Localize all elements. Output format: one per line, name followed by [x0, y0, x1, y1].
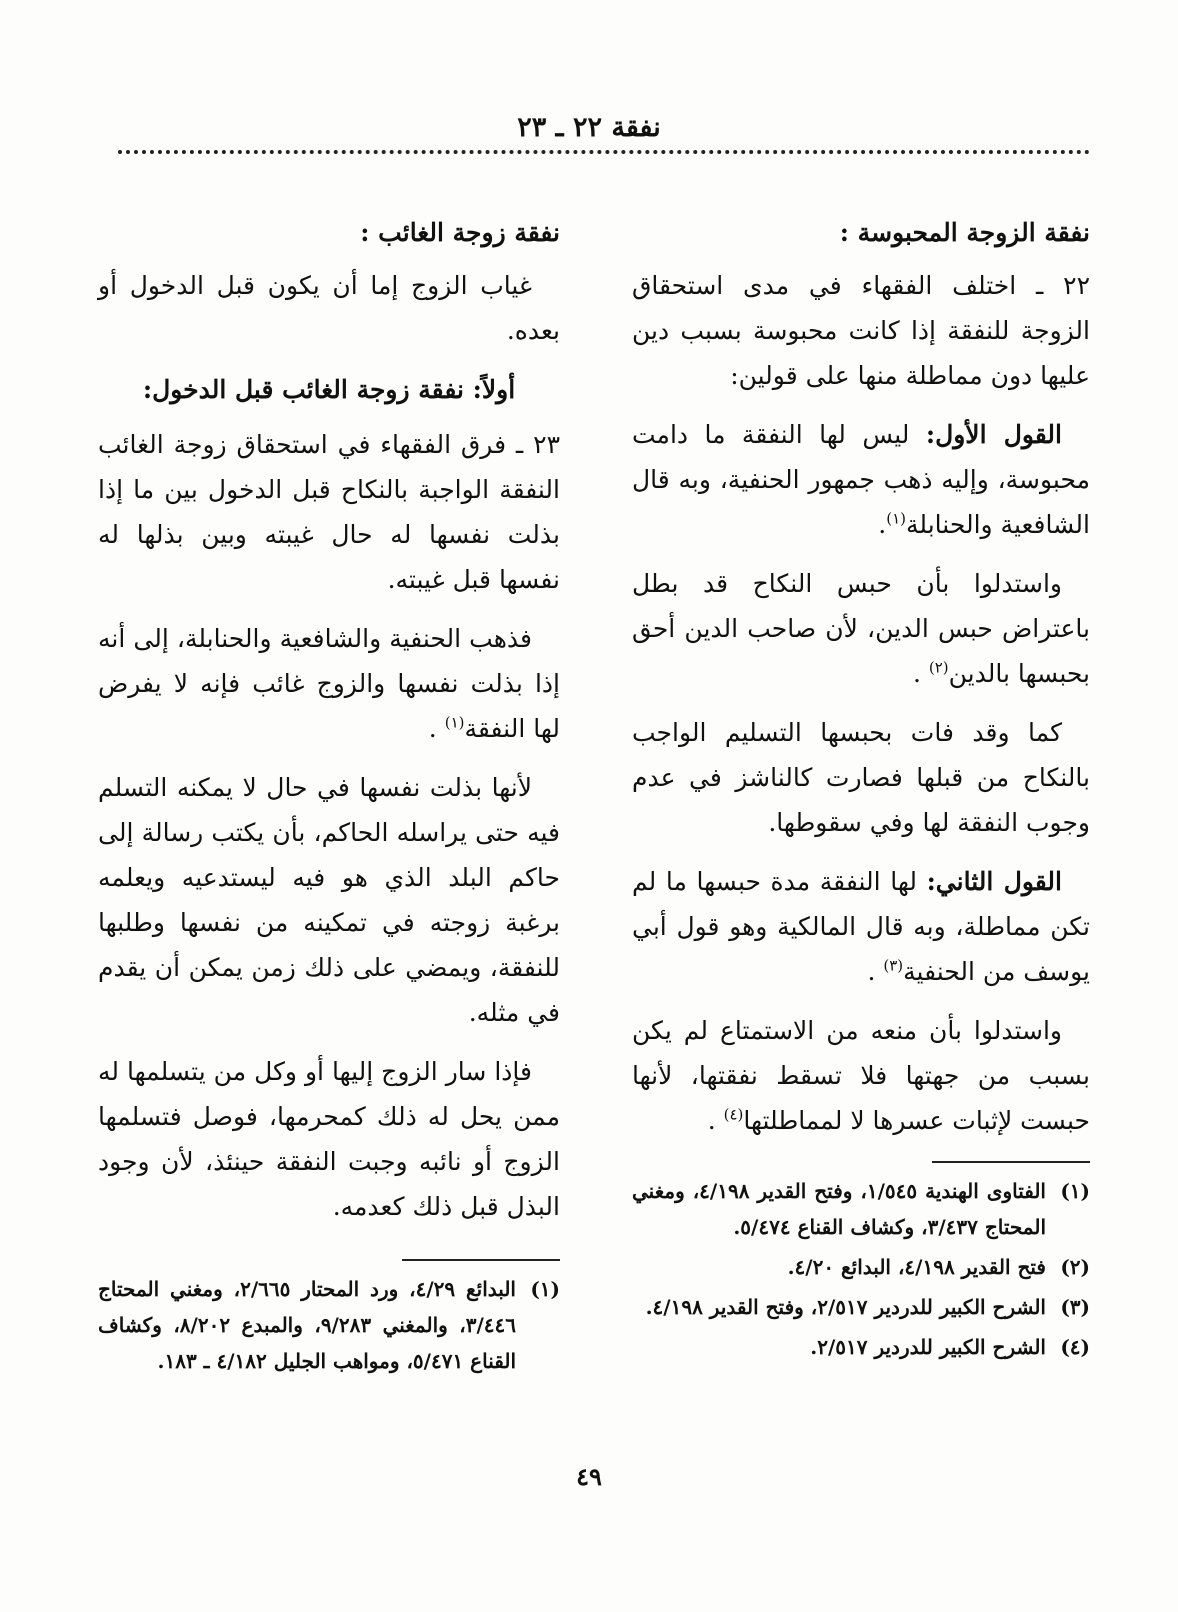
- footnote: [632, 1173, 1090, 1245]
- footnote-ref: (٢): [928, 658, 949, 677]
- paragraph-tail: .: [867, 957, 884, 986]
- footnote-ref: (١): [444, 713, 465, 732]
- paragraph-text: لها النفقة مدة حبسها ما لم تكن مماطلة، وبه قال المالكية وهو قول أبي يوسف من الحنفية: [632, 867, 1090, 986]
- paragraph-text: فإذا سار الزوج إليها أو وكل من يتسلمها له ممن يحل له ذلك كمحرمها، فوصل فتسلمها الزوج أو نائبه وجبت النفقة حينئذ، لأن وجود البذل قبل ذلك كعدمه.: [98, 1057, 560, 1221]
- footnote-number: (٤): [1060, 1335, 1090, 1359]
- paragraph-tail: .: [707, 1106, 724, 1135]
- opinion-label: القول الأول:: [925, 420, 1062, 449]
- dotted-separator: [118, 150, 1090, 154]
- paragraph-text: غياب الزوج إما أن يكون قبل الدخول أو بعده.: [98, 271, 560, 345]
- paragraph-reasoning: [98, 765, 560, 1035]
- footnote-number: (١): [530, 1277, 560, 1301]
- paragraph-text: ٢٣ ـ فرق الفقهاء في استحقاق زوجة الغائب النفقة الواجبة بالنكاح قبل الدخول بين ما إذا بذلت نفسها له حال غيبته وبين بذلها له نفسها قبل غيبته.: [98, 430, 560, 594]
- paragraph-text: ٢٢ ـ اختلف الفقهاء في مدى استحقاق الزوجة للنفقة إذا كانت محبوسة بسبب دين عليها دون مماطلة منها على قولين:: [632, 271, 1090, 390]
- paragraph-intro: [98, 263, 560, 353]
- footnote: [632, 1289, 1090, 1325]
- footnote: [632, 1249, 1090, 1285]
- left-column: [98, 210, 560, 1383]
- footnotes-left: [98, 1271, 560, 1379]
- opinion-label: القول الثاني:: [926, 867, 1062, 896]
- paragraph-conclusion: [98, 1049, 560, 1229]
- paragraph-22: [632, 263, 1090, 398]
- footnote-ref: (٤): [723, 1105, 744, 1124]
- footnote-number: (٣): [1060, 1295, 1090, 1319]
- footnote-text: الشرح الكبير للدردير ٢/٥١٧.: [810, 1335, 1046, 1359]
- paragraph-evidence-2: [632, 710, 1090, 845]
- page-number: ٤٩: [576, 1462, 602, 1491]
- footnote-text: البدائع ٤/٢٩، ورد المحتار ٢/٦٦٥، ومغني المحتاج ٣/٤٤٦، والمغني ٩/٢٨٣، والمبدع ٨/٢٠٢، وكشاف القناع ٥/٤٧١، ومواهب الجليل ٤/١٨٢ ـ ١٨٣.: [98, 1277, 517, 1373]
- paragraph-text: واستدلوا بأن حبس النكاح قد بطل باعتراض حبس الدين، لأن صاحب الدين أحق بحبسها بالدين: [632, 569, 1090, 688]
- running-header: نفقة ٢٢ ـ ٢٣: [517, 112, 661, 143]
- paragraph-evidence-1: [632, 561, 1090, 696]
- paragraph-tail: .: [428, 714, 445, 743]
- subsection-heading: أولاً: نفقة زوجة الغائب قبل الدخول:: [142, 375, 516, 404]
- paragraph-second-opinion: [632, 859, 1090, 994]
- paragraph-first-opinion: [632, 412, 1090, 547]
- paragraph-text: ليس لها النفقة ما دامت محبوسة، وإليه ذهب جمهور الحنفية، وبه قال الشافعية والحنابلة: [632, 420, 1090, 539]
- footnote-ref: (١): [886, 509, 907, 528]
- footnotes-right: [632, 1173, 1090, 1365]
- footnote-text: فتح القدير ٤/١٩٨، البدائع ٤/٢٠.: [787, 1255, 1046, 1279]
- footnote-separator: [402, 1259, 560, 1261]
- paragraph-majority-view: [98, 616, 560, 751]
- paragraph-23: [98, 422, 560, 602]
- footnote: [632, 1329, 1090, 1365]
- footnote-text: الشرح الكبير للدردير ٢/٥١٧، وفتح القدير ٤/١٩٨.: [645, 1295, 1046, 1319]
- footnote-text: الفتاوى الهندية ١/٥٤٥، وفتح القدير ٤/١٩٨، ومغني المحتاج ٣/٤٣٧، وكشاف القناع ٥/٤٧٤.: [632, 1179, 1046, 1239]
- footnote-number: (١): [1060, 1179, 1090, 1203]
- paragraph-text: واستدلوا بأن منعه من الاستمتاع لم يكن بسبب من جهتها فلا تسقط نفقتها، لأنها حبست لإثبات عسرها لا لمماطلتها: [632, 1016, 1090, 1135]
- footnote-separator: [932, 1161, 1090, 1163]
- footnote-ref: (٣): [883, 956, 904, 975]
- paragraph-text: لأنها بذلت نفسها في حال لا يمكنه التسلم فيه حتى يراسله الحاكم، بأن يكتب رسالة إلى حاكم البلد الذي هو فيه ليستدعيه ويعلمه برغبة زوجته في تمكينه من نفسها وطلبها للنفقة، ويمضي على ذلك زمن يمكن أن يقدم في مثله.: [98, 773, 560, 1027]
- section-heading-imprisoned-wife: نفقة الزوجة المحبوسة :: [839, 218, 1090, 247]
- paragraph-text: فذهب الحنفية والشافعية والحنابلة، إلى أنه إذا بذلت نفسها والزوج غائب فإنه لا يفرض لها النفقة: [98, 624, 560, 743]
- paragraph-tail: .: [912, 659, 929, 688]
- paragraph-tail: .: [878, 510, 887, 539]
- paragraph-evidence-3: [632, 1008, 1090, 1143]
- footnote: [98, 1271, 560, 1379]
- footnote-number: (٢): [1060, 1255, 1090, 1279]
- section-heading-absent-husband-wife: نفقة زوجة الغائب :: [360, 218, 560, 247]
- right-column: [632, 210, 1090, 1369]
- paragraph-text: كما وقد فات بحبسها التسليم الواجب بالنكاح من قبلها فصارت كالناشز في عدم وجوب النفقة لها وفي سقوطها.: [632, 718, 1090, 837]
